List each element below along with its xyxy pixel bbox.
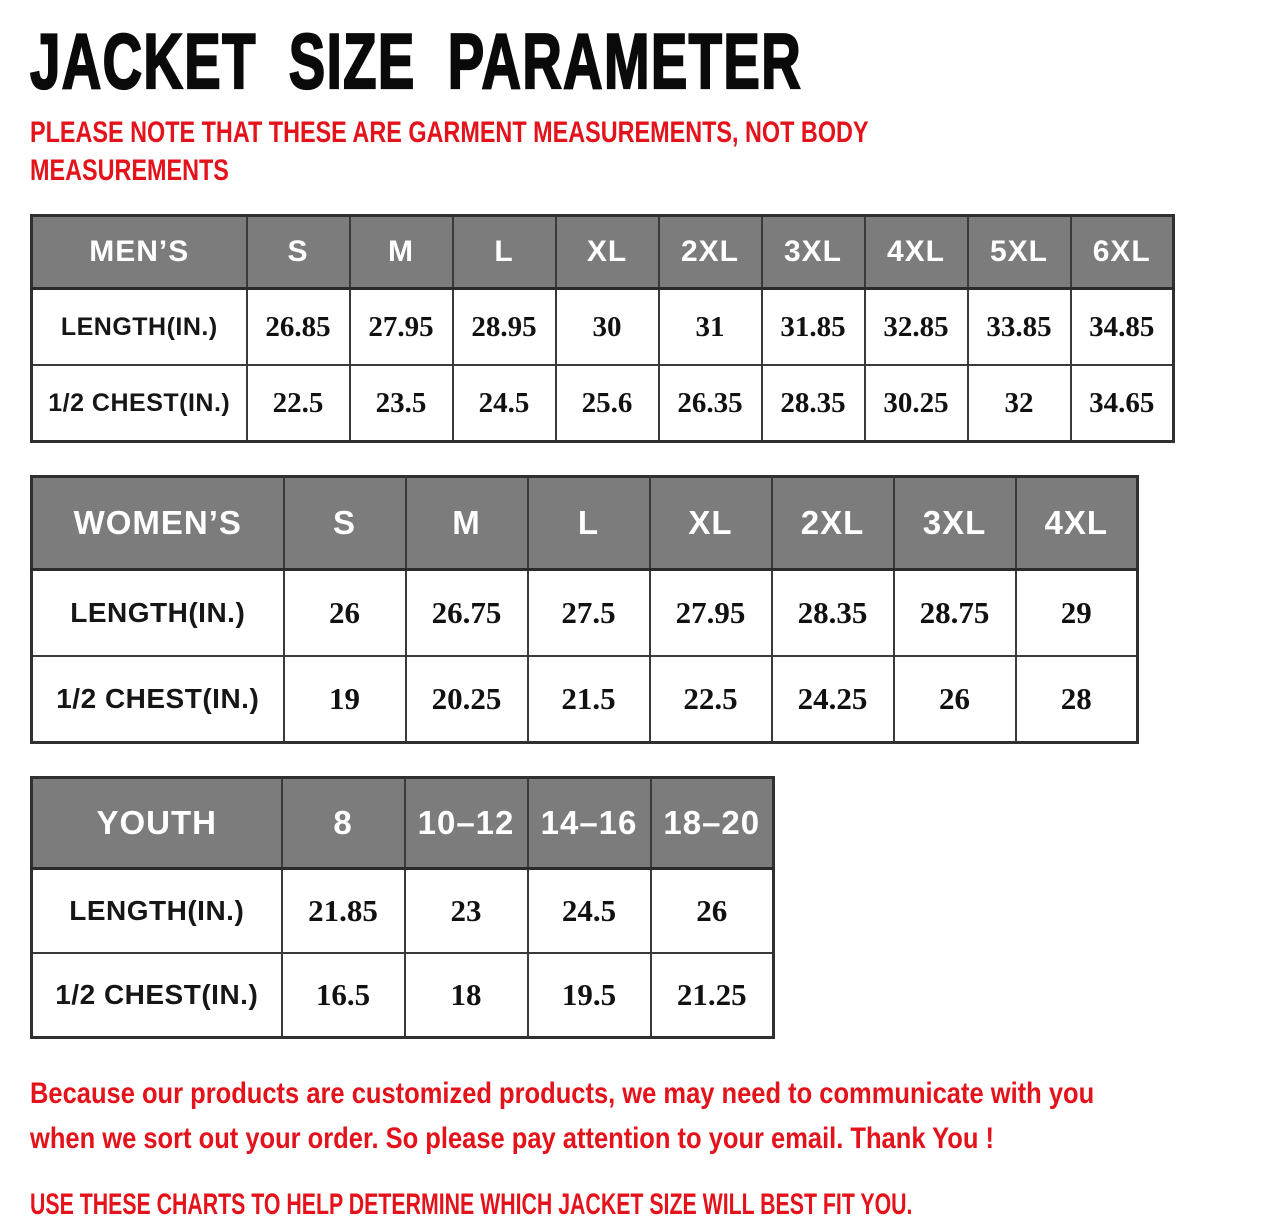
mens-value-cell: 26.85 (247, 289, 350, 366)
youth-value-cell: 26 (651, 869, 774, 954)
womens-value-cell: 26.75 (406, 570, 528, 657)
measurement-note-line (30, 152, 1180, 190)
mens-size-column-header: S (247, 216, 350, 289)
youth-size-column-header: 8 (282, 778, 405, 869)
footer-note-line (30, 1071, 1180, 1116)
measurement-note-text-1: PLEASE NOTE THAT THESE ARE GARMENT MEASUREMENTS, NOT BODY (30, 116, 869, 149)
youth-data-row (32, 869, 774, 954)
mens-size-column-header: 2XL (659, 216, 762, 289)
womens-value-cell: 24.25 (772, 656, 894, 743)
womens-size-column-header: S (284, 477, 406, 570)
mens-table-title: MEN’S (32, 216, 247, 289)
womens-value-cell: 22.5 (650, 656, 772, 743)
womens-size-column-header: 3XL (894, 477, 1016, 570)
mens-size-table (30, 214, 1175, 443)
youth-value-cell: 16.5 (282, 953, 405, 1038)
youth-value-cell: 21.25 (651, 953, 774, 1038)
footer-note-text-1: Because our products are customized products, we may need to communicate with you (30, 1077, 1095, 1110)
footer-note-line (30, 1116, 1180, 1161)
mens-row-label: LENGTH(IN.) (32, 289, 247, 366)
mens-value-cell: 34.85 (1071, 289, 1174, 366)
womens-size-column-header: 4XL (1016, 477, 1138, 570)
footer-note-text-2: when we sort out your order. So please pay attention to your email. Thank You ! (30, 1122, 994, 1155)
womens-value-cell: 28.35 (772, 570, 894, 657)
womens-value-cell: 19 (284, 656, 406, 743)
womens-data-row (32, 656, 1138, 743)
mens-size-column-header: 3XL (762, 216, 865, 289)
mens-size-column-header: 6XL (1071, 216, 1174, 289)
womens-size-table (30, 475, 1139, 744)
womens-value-cell: 27.95 (650, 570, 772, 657)
youth-value-cell: 18 (405, 953, 528, 1038)
youth-value-cell: 24.5 (528, 869, 651, 954)
youth-value-cell: 21.85 (282, 869, 405, 954)
mens-value-cell: 24.5 (453, 365, 556, 442)
mens-value-cell: 30 (556, 289, 659, 366)
womens-value-cell: 21.5 (528, 656, 650, 743)
mens-row-label: 1/2 CHEST(IN.) (32, 365, 247, 442)
youth-size-column-header: 14–16 (528, 778, 651, 869)
youth-header-row (32, 778, 774, 869)
mens-data-row (32, 289, 1174, 366)
youth-size-column-header: 18–20 (651, 778, 774, 869)
mens-value-cell: 34.65 (1071, 365, 1174, 442)
mens-size-column-header: 5XL (968, 216, 1071, 289)
mens-size-column-header: XL (556, 216, 659, 289)
page-title (30, 17, 1180, 105)
page-title-text: JACKET SIZE PARAMETER (30, 17, 803, 105)
youth-row-label: 1/2 CHEST(IN.) (32, 953, 282, 1038)
mens-value-cell: 25.6 (556, 365, 659, 442)
womens-value-cell: 26 (894, 656, 1016, 743)
womens-size-column-header: 2XL (772, 477, 894, 570)
youth-size-column-header: 10–12 (405, 778, 528, 869)
mens-value-cell: 22.5 (247, 365, 350, 442)
measurement-note-text-2: MEASUREMENTS (30, 154, 229, 187)
womens-value-cell: 20.25 (406, 656, 528, 743)
mens-value-cell: 23.5 (350, 365, 453, 442)
womens-size-column-header: XL (650, 477, 772, 570)
mens-header-row (32, 216, 1174, 289)
mens-value-cell: 27.95 (350, 289, 453, 366)
footer-instruction (30, 1185, 1180, 1225)
mens-value-cell: 30.25 (865, 365, 968, 442)
womens-header-row (32, 477, 1138, 570)
youth-value-cell: 23 (405, 869, 528, 954)
measurement-note-line (30, 114, 1180, 152)
youth-size-table (30, 776, 775, 1039)
measurement-note (30, 114, 1180, 190)
mens-size-column-header: 4XL (865, 216, 968, 289)
womens-value-cell: 29 (1016, 570, 1138, 657)
mens-data-row (32, 365, 1174, 442)
mens-value-cell: 32.85 (865, 289, 968, 366)
mens-value-cell: 31.85 (762, 289, 865, 366)
womens-table-title: WOMEN’S (32, 477, 284, 570)
womens-value-cell: 28.75 (894, 570, 1016, 657)
mens-value-cell: 32 (968, 365, 1071, 442)
womens-value-cell: 26 (284, 570, 406, 657)
youth-row-label: LENGTH(IN.) (32, 869, 282, 954)
mens-value-cell: 31 (659, 289, 762, 366)
womens-row-label: LENGTH(IN.) (32, 570, 284, 657)
womens-size-column-header: M (406, 477, 528, 570)
mens-value-cell: 33.85 (968, 289, 1071, 366)
mens-size-column-header: L (453, 216, 556, 289)
footer-note (30, 1071, 1180, 1161)
youth-data-row (32, 953, 774, 1038)
womens-size-column-header: L (528, 477, 650, 570)
womens-data-row (32, 570, 1138, 657)
mens-value-cell: 28.95 (453, 289, 556, 366)
mens-size-column-header: M (350, 216, 453, 289)
womens-value-cell: 27.5 (528, 570, 650, 657)
mens-value-cell: 28.35 (762, 365, 865, 442)
womens-value-cell: 28 (1016, 656, 1138, 743)
size-tables (30, 214, 1180, 1039)
youth-table-title: YOUTH (32, 778, 282, 869)
womens-row-label: 1/2 CHEST(IN.) (32, 656, 284, 743)
footer-instruction-text: USE THESE CHARTS TO HELP DETERMINE WHICH JACKET SIZE WILL BEST FIT YOU. (30, 1188, 913, 1221)
youth-value-cell: 19.5 (528, 953, 651, 1038)
mens-value-cell: 26.35 (659, 365, 762, 442)
